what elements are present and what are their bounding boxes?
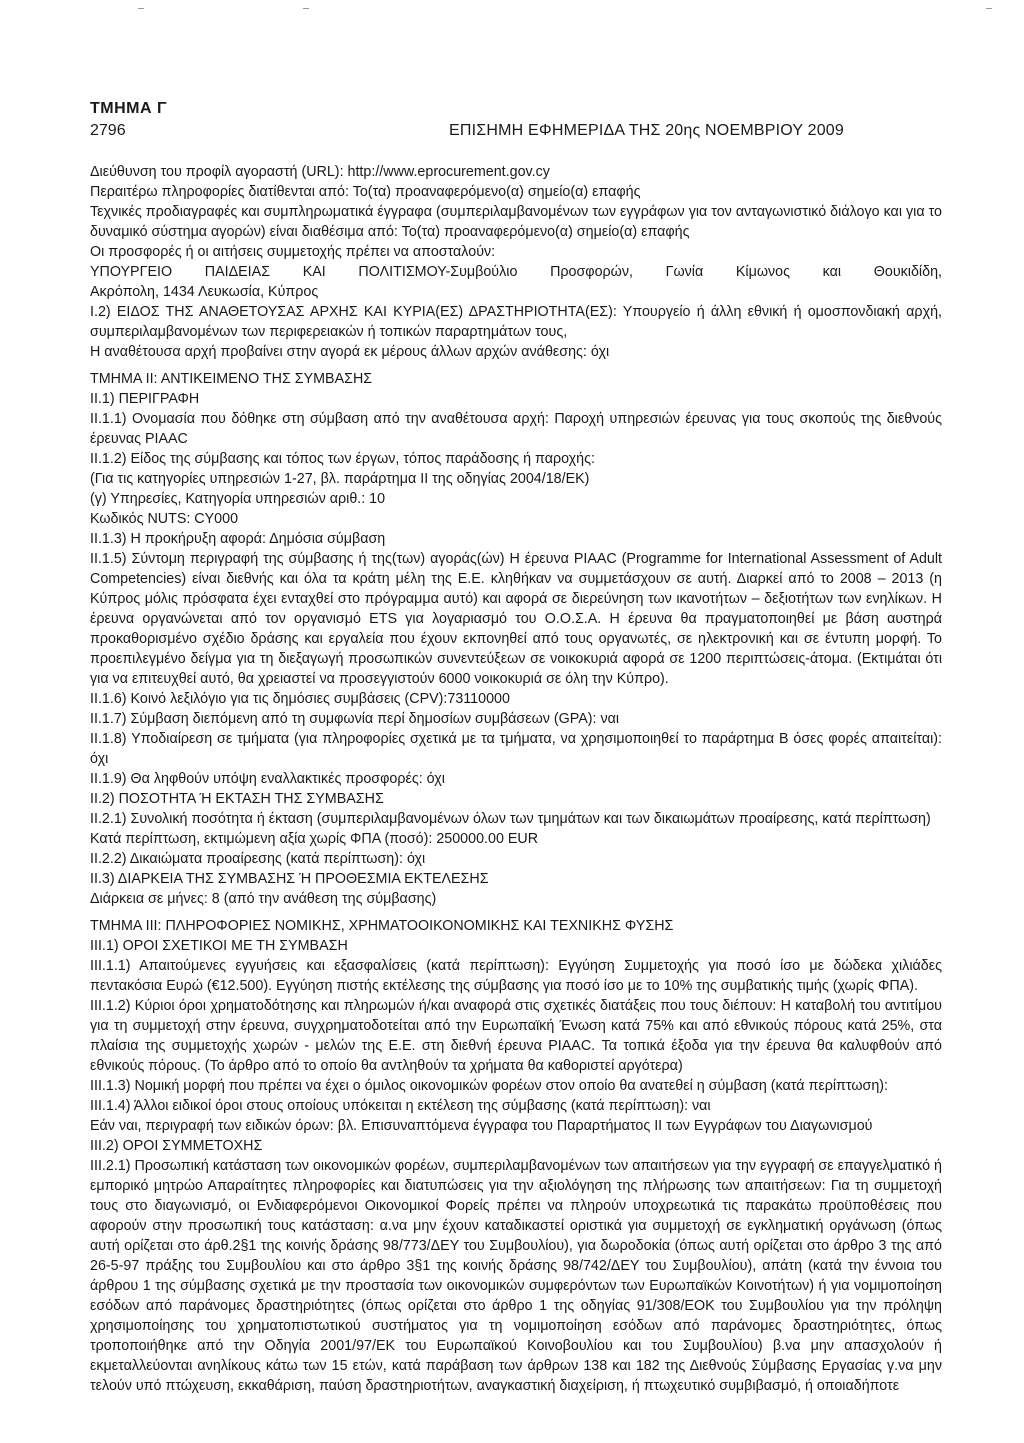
paragraph: ΙΙ.1) ΠΕΡΙΓΡΑΦΗ: [90, 391, 200, 407]
paragraph: ΙΙΙ.1.1) Απαιτούμενες εγγυήσεις και εξασφαλίσεις (κατά περίπτωση): Εγγύηση Συμμετοχής για ποσό ίσο με δώδεκα χιλιάδες πεντακόσια Ευρώ (€12.500). Εγγύηση πιστής εκτέλεσης της σύμβασης για ποσό ίσο με το 10% της συμβατικής τιμής (χωρίς ΦΠΑ).: [90, 958, 942, 994]
paragraph: Κωδικός NUTS: CY000: [90, 511, 239, 527]
publication-title: ΕΠΙΣΗΜΗ ΕΦΗΜΕΡΙΔΑ ΤΗΣ 20ης ΝΟΕΜΒΡΙΟΥ 2009: [448, 122, 844, 139]
paragraph: Η αναθέτουσα αρχή προβαίνει στην αγορά εκ μέρους άλλων αρχών ανάθεσης: όχι: [90, 344, 610, 360]
paragraph: ΙΙ.2) ΠΟΣΟΤΗΤΑ Ή ΕΚΤΑΣΗ ΤΗΣ ΣΥΜΒΑΣΗΣ: [90, 791, 384, 807]
paragraph: ΙΙΙ.1.2) Κύριοι όροι χρηματοδότησης και πληρωμών ή/και αναφορά στις σχετικές διατάξεις που τους διέπουν: Η καταβολή του αντιτίμου για τη συμμετοχή στην έρευνα, συγχρηματοδοτείται από την Ευρωπαϊκή Ένωση κατά 75% και από εθνικούς πόρους κατά 25%, στα πλαίσια της συμμετοχής χωρών - μελών της Ε.Ε. στη διεθνή έρευνα PIAAC. Τα τοπικά έξοδα για την έρευνα θα καλυφθούν από εθνικούς πόρους. (Το άρθρο από το οποίο θα αντληθούν τα χρήματα θα καθοριστεί αργότερα): [90, 998, 942, 1074]
paragraph: ΙΙ.1.7) Σύμβαση διεπόμενη από τη συμφωνία περί δημοσίων συμβάσεων (GPA): ναι: [90, 711, 620, 727]
paragraph: Διεύθυνση του προφίλ αγοραστή (URL): http://www.eprocurement.gov.cy: [90, 164, 550, 180]
section-heading: ΤΜΗΜΑ ΙΙΙ: ΠΛΗΡΟΦΟΡΙΕΣ ΝΟΜΙΚΗΣ, ΧΡΗΜΑΤΟΟΙΚΟΝΟΜΙΚΗΣ ΚΑΙ ΤΕΧΝΙΚΗΣ ΦΥΣΗΣ: [90, 918, 674, 934]
paragraph: ΥΠΟΥΡΓΕΙΟ ΠΑΙΔΕΙΑΣ ΚΑΙ ΠΟΛΙΤΙΣΜΟΥ-Συμβούλιο Προσφορών, Γωνία Κίμωνος και Θουκιδίδη,: [90, 264, 942, 280]
paragraph: Ι.2) ΕΙΔΟΣ ΤΗΣ ΑΝΑΘΕΤΟΥΣΑΣ ΑΡΧΗΣ ΚΑΙ ΚΥΡΙΑ(ΕΣ) ΔΡΑΣΤΗΡΙΟΤΗΤΑ(ΕΣ): Υπουργείο ή άλλη εθνική ή ομοσπονδιακή αρχή, συμπεριλαμβανομένων των περιφερειακών ή τοπικών παραρτημάτων τους,: [90, 304, 942, 340]
paragraph: Τεχνικές προδιαγραφές και συμπληρωματικά έγγραφα (συμπεριλαμβανομένων των εγγράφων για τον ανταγωνιστικό διάλογο και για το δυναμικό σύστημα αγορών) είναι διαθέσιμα από: Το(τα) προαναφερόμενο(α) σημείο(α) επαφής: [90, 204, 942, 240]
document-body: [90, 162, 942, 1396]
paragraph: Εάν ναι, περιγραφή των ειδικών όρων: βλ. Επισυναπτόμενα έγγραφα του Παραρτήματος ΙΙ των Εγγράφων του Διαγωνισμού: [90, 1118, 873, 1134]
paragraph: ΙΙ.1.3) Η προκήρυξη αφορά: Δημόσια σύμβαση: [90, 531, 386, 547]
scan-mark: [986, 8, 992, 9]
paragraph: Διάρκεια σε μήνες: 8 (από την ανάθεση της σύμβασης): [90, 891, 437, 907]
paragraph: (γ) Υπηρεσίες, Κατηγορία υπηρεσιών αριθ.: 10: [90, 491, 386, 507]
section-heading: ΤΜΗΜΑ ΙΙ: ΑΝΤΙΚΕΙΜΕΝΟ ΤΗΣ ΣΥΜΒΑΣΗΣ: [90, 371, 373, 387]
paragraph: Κατά περίπτωση, εκτιμώμενη αξία χωρίς ΦΠΑ (ποσό): 250000.00 EUR: [90, 831, 539, 847]
paragraph: ΙΙ.3) ΔΙΑΡΚΕΙΑ ΤΗΣ ΣΥΜΒΑΣΗΣ Ή ΠΡΟΘΕΣΜΙΑ ΕΚΤΕΛΕΣΗΣ: [90, 871, 489, 887]
paragraph: ΙΙ.1.5) Σύντομη περιγραφή της σύμβασης ή της(των) αγοράς(ών) Η έρευνα PIAAC (Programme for International Assessment of Adult Competencies) είναι διεθνής και όλα τα κράτη μέλη της Ε.Ε. κληθήκαν να συμμετάσχουν σε αυτή. Διαρκεί από το 2008 – 2013 (η Κύπρος μόλις πρόσφατα έχει ενταχθεί στο πρόγραμμα αυτό) και αφορά σε διερεύνηση των ικανοτήτων – δεξιοτήτων των ενηλίκων. Η έρευνα οργανώνεται από τον οργανισμό ETS για λογαριασμό του Ο.Ο.Σ.Α. Η έρευνα θα πραγματοποιηθεί με βάση αυστηρά προκαθορισμένο σχέδιο δράσης και εργαλεία που έχουν εκπονηθεί από τους οργανωτές, σε ηλεκτρονική και σε έντυπη μορφή. Το προεπιλεγμένο δείγμα για τη διεξαγωγή προσωπικών συνεντεύξεων σε νοικοκυριά αφορά σε 1200 περιπτώσεις-άτομα. (Εκτιμάται ότι για να επιτευχθεί αυτό, θα χρειαστεί να προσεγγιστούν 6000 νοικοκυριά σε όλη την Κύπρο).: [90, 551, 942, 687]
paragraph: ΙΙ.2.2) Δικαιώματα προαίρεσης (κατά περίπτωση): όχι: [90, 851, 426, 867]
paragraph: ΙΙΙ.1) ΟΡΟΙ ΣΧΕΤΙΚΟΙ ΜΕ ΤΗ ΣΥΜΒΑΣΗ: [90, 938, 348, 954]
scan-mark: [138, 8, 144, 9]
paragraph: ΙΙ.1.1) Ονομασία που δόθηκε στη σύμβαση από την αναθέτουσα αρχή: Παροχή υπηρεσιών έρευνας για τους σκοπούς της διεθνούς έρευνας PIAAC: [90, 411, 942, 447]
paragraph: ΙΙΙ.1.4) Άλλοι ειδικοί όροι στους οποίους υπόκειται η εκτέλεση της σύμβασης (κατά περίπτωση): ναι: [90, 1098, 711, 1114]
paragraph: (Για τις κατηγορίες υπηρεσιών 1-27, βλ. παράρτημα ΙΙ της οδηγίας 2004/18/ΕΚ): [90, 471, 590, 487]
running-header: [90, 122, 942, 140]
paragraph: ΙΙ.1.6) Κοινό λεξιλόγιο για τις δημόσιες συμβάσεις (CPV):73110000: [90, 691, 510, 707]
section-mark: ΤΜΗΜΑ Γ: [90, 100, 168, 117]
paragraph: ΙΙΙ.2) ΟΡΟΙ ΣΥΜΜΕΤΟΧΗΣ: [90, 1138, 263, 1154]
paragraph: ΙΙΙ.2.1) Προσωπική κατάσταση των οικονομικών φορέων, συμπεριλαμβανομένων των απαιτήσεων για την εγγραφή σε επαγγελματικό ή εμπορικό μητρώο Απαραίτητες πληροφορίες και διατυπώσεις για την αξιολόγηση της πλήρωσης των απαιτήσεων: Για τη συμμετοχή τους στο διαγωνισμό, οι Ενδιαφερόμενοι Οικονομικοί Φορείς πρέπει να πληρούν υποχρεωτικά τις παρακάτω προϋποθέσεις που αφορούν στην προσωπική τους κατάσταση: α.να μην έχουν καταδικαστεί οριστικά για συμμετοχή σε εγκληματική οργάνωση (όπως αυτή ορίζεται στο άρθ.2§1 της κοινής δράσης 98/773/ΔΕΥ του Συμβουλίου), για δωροδοκία (όπως αυτή ορίζεται στο άρθρο 3 της από 26-5-97 πράξης του Συμβουλίου και στο άρθρο 3§1 της κοινής δράσης 98/742/ΔΕΥ του Συμβουλίου), απάτη (κατά την έννοια του άρθρου 1 της σύμβασης σχετικά με την προστασία των οικονομικών συμφερόντων των Ευρωπαϊκών Κοινοτήτων) ή για νομιμοποίηση εσόδων από παράνομες δραστηριότητες (όπως ορίζεται στο άρθρο 1 της οδηγίας 91/308/ΕΟΚ του Συμβουλίου για την πρόληψη χρησιμοποίησης του χρηματοπιστωτικού συστήματος για τη νομιμοποίηση εσόδων από παράνομες δραστηριότητες, όπως τροποποιήθηκε από την Οδηγία 2001/97/ΕΚ του Ευρωπαϊκού Κοινοβουλίου και του Συμβουλίου) β.να μην απασχολούν ή εκμεταλλεύονται ανηλίκους κάτω των 15 ετών, κατά παράβαση των άρθρων 138 και 182 της Διεθνούς Σύμβασης Εργασίας γ.να μην τελούν υπό πτώχευση, εκκαθάριση, παύση δραστηριοτήτων, αναγκαστική διαχείριση, ή πτωχευτικό συμβιβασμό, ή οποιαδήποτε: [90, 1158, 942, 1394]
paragraph: ΙΙ.1.8) Υποδιαίρεση σε τμήματα (για πληροφορίες σχετικά με τα τμήματα, να χρησιμοποιηθεί το παράρτημα Β όσες φορές απαιτείται): όχι: [90, 731, 942, 767]
paragraph: ΙΙΙ.1.3) Νομική μορφή που πρέπει να έχει ο όμιλος οικονομικών φορέων στον οποίο θα ανατεθεί η σύμβαση (κατά περίπτωση):: [90, 1078, 889, 1094]
paragraph: ΙΙ.1.2) Είδος της σύμβασης και τόπος των έργων, τόπος παράδοσης ή παροχής:: [90, 451, 595, 467]
paragraph: Οι προσφορές ή οι αιτήσεις συμμετοχής πρέπει να αποσταλούν:: [90, 244, 496, 260]
page-number: 2796: [90, 122, 126, 139]
paragraph: Περαιτέρω πληροφορίες διατίθενται από: Το(τα) προαναφερόμενο(α) σημείο(α) επαφής: [90, 184, 641, 200]
paragraph: Ακρόπολη, 1434 Λευκωσία, Κύπρος: [90, 284, 319, 300]
scan-mark: [303, 8, 309, 9]
paragraph: ΙΙ.1.9) Θα ληφθούν υπόψη εναλλακτικές προσφορές: όχι: [90, 771, 445, 787]
paragraph: ΙΙ.2.1) Συνολική ποσότητα ή έκταση (συμπεριλαμβανομένων όλων των τμημάτων και των δικαιωμάτων προαίρεσης, κατά περίπτωση): [90, 811, 931, 827]
